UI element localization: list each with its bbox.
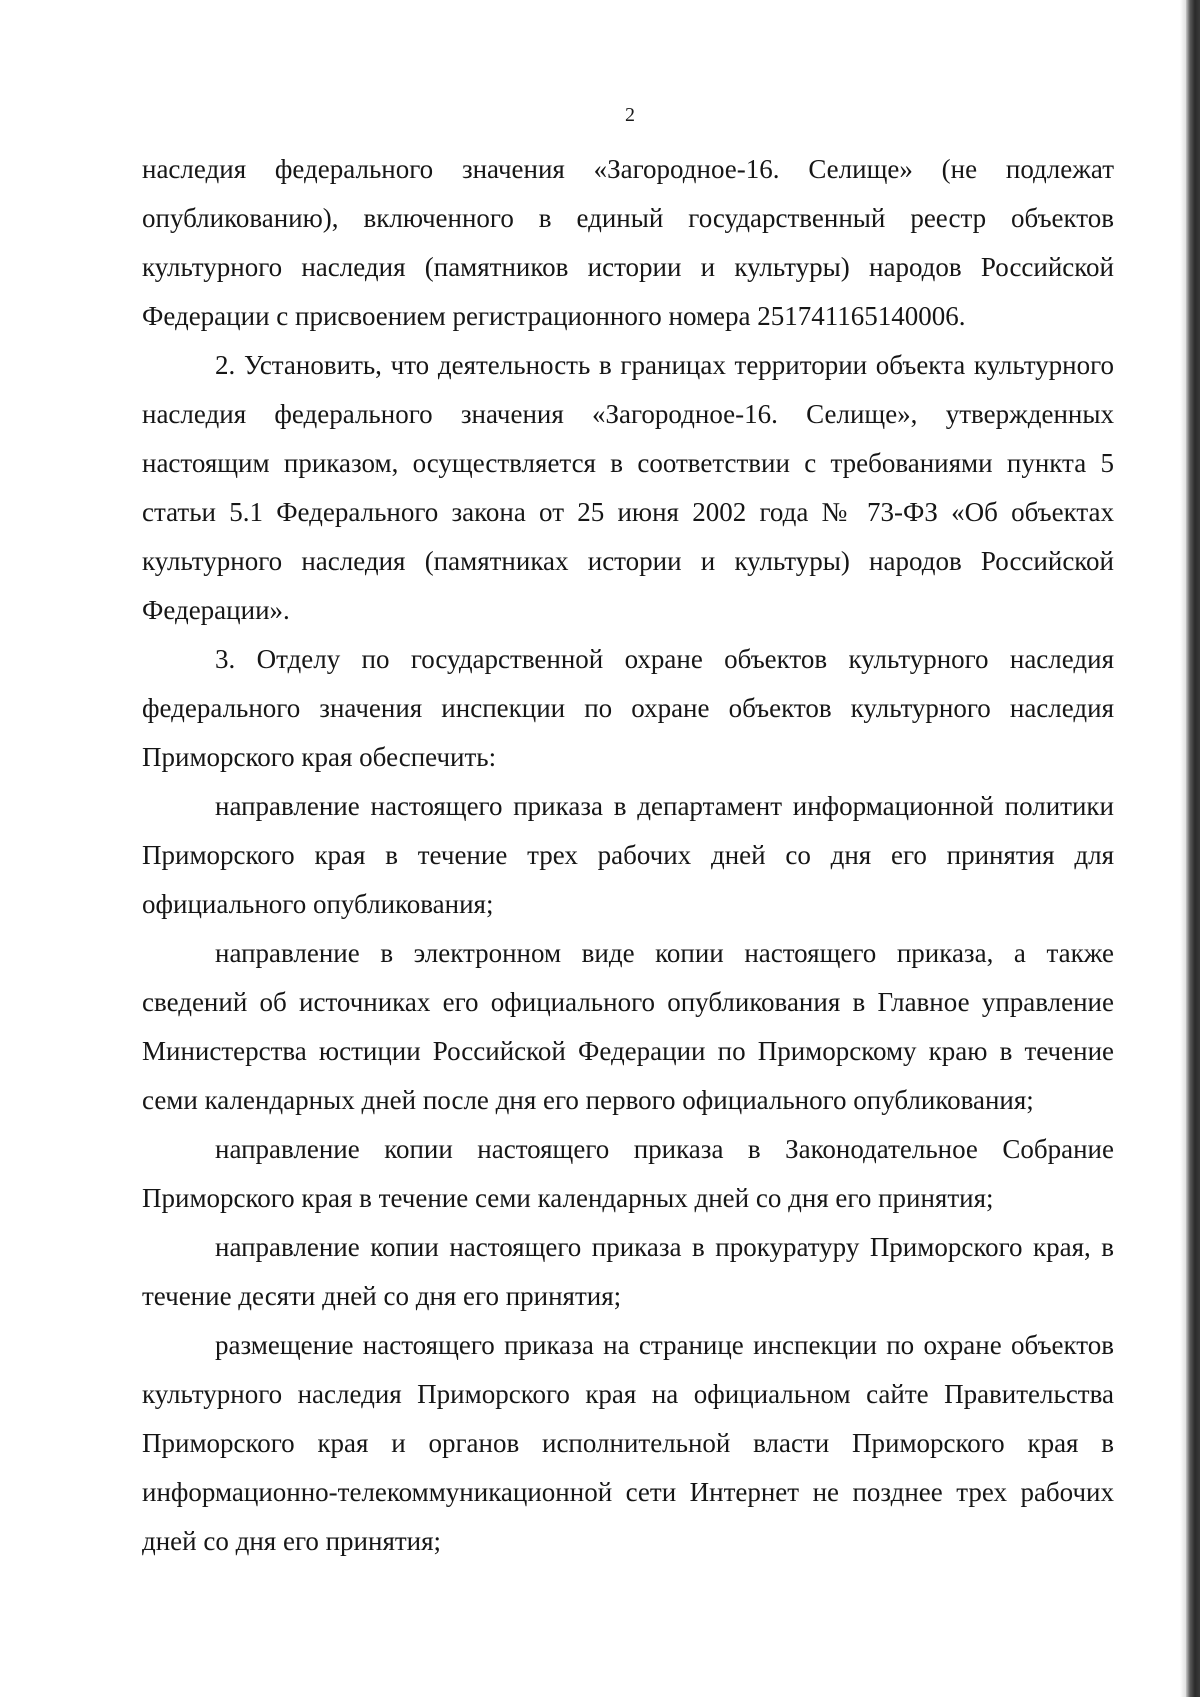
paragraph-subitem-publication: направление настоящего приказа в департамент информационной политики Приморского края в течение трех рабочих дней со дня его принятия для официального опубликования; <box>142 791 1114 919</box>
paragraph-subitem-website: размещение настоящего приказа на странице инспекции по охране объектов культурного наследия Приморского края на официальном сайте Правительства Приморского края и органов исполнительной власти Приморского края в информационно-телекоммуникационной сети Интернет не позднее трех рабочих дней со дня его принятия; <box>142 1330 1114 1556</box>
paragraph-continuation: наследия федерального значения «Загородное-16. Селище» (не подлежат опубликованию), включенного в единый государственный реестр объектов культурного наследия (памятников истории и культуры) народов Российской Федерации с присвоением регистрационного номера 251741165140006. <box>142 154 1114 331</box>
scan-edge <box>1186 0 1200 1697</box>
page-number: 2 <box>625 104 635 126</box>
paragraph-subitem-prosecutor: направление копии настоящего приказа в прокуратуру Приморского края, в течение десяти дней со дня его принятия; <box>142 1232 1114 1311</box>
document-body <box>142 145 1114 1566</box>
paragraph-item-3: 3. Отделу по государственной охране объектов культурного наследия федерального значения инспекции по охране объектов культурного наследия Приморского края обеспечить: <box>142 644 1114 772</box>
paragraph-item-2: 2. Установить, что деятельность в границах территории объекта культурного наследия федерального значения «Загородное-16. Селище», утвержденных настоящим приказом, осуществляется в соответствии с требованиями пункта 5 статьи 5.1 Федерального закона от 25 июня 2002 года № 73-ФЗ «Об объектах культурного наследия (памятниках истории и культуры) народов Российской Федерации». <box>142 350 1114 625</box>
paragraph-subitem-assembly: направление копии настоящего приказа в Законодательное Собрание Приморского края в течение семи календарных дней со дня его принятия; <box>142 1134 1114 1213</box>
paragraph-subitem-justice: направление в электронном виде копии настоящего приказа, а также сведений об источниках его официального опубликования в Главное управление Министерства юстиции Российской Федерации по Приморскому краю в течение семи календарных дней после дня его первого официального опубликования; <box>142 938 1114 1115</box>
